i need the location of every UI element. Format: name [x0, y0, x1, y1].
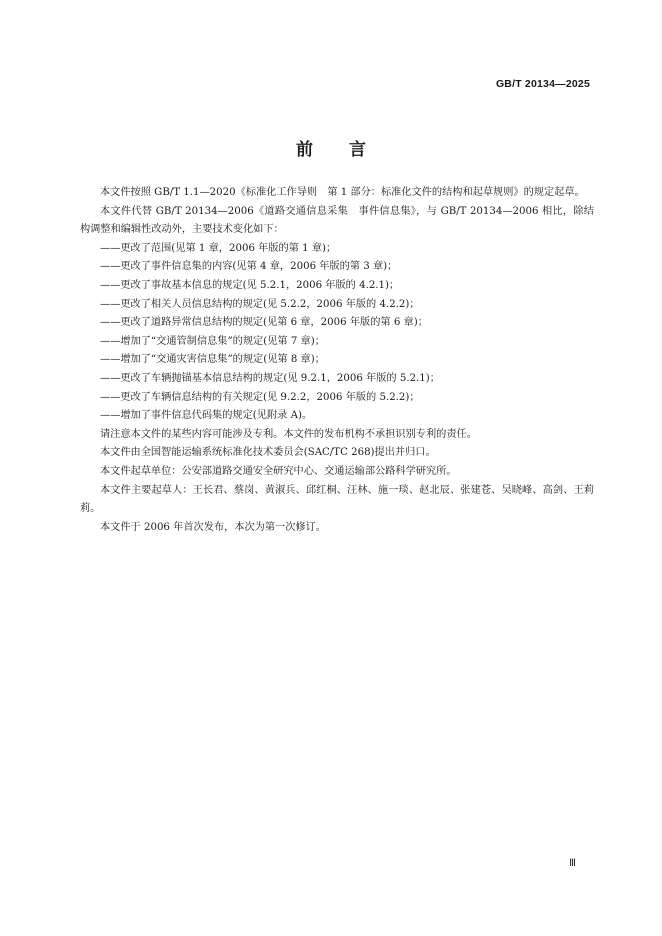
- change-item: ——更改了范围(见第 1 章，2006 年版的第 1 章)；: [100, 242, 337, 254]
- change-item: ——更改了车辆抛锚基本信息结构的规定(见 9.2.1，2006 年版的 5.2.1)；: [100, 372, 440, 384]
- change-item: ——更改了事故基本信息的规定(见 5.2.1，2006 年版的 4.2.1)；: [100, 279, 400, 291]
- change-item: ——增加了事件信息代码集的规定(见附录 A)。: [100, 410, 313, 422]
- paragraph: 本文件起草单位：公安部道路交通安全研究中心、交通运输部公路科学研究所。: [100, 465, 457, 477]
- change-item: ——增加了“交通管制信息集”的规定(见第 7 章)；: [100, 335, 325, 347]
- change-item: ——增加了“交通灾害信息集”的规定(见第 8 章)；: [100, 354, 325, 366]
- title-char: 言: [349, 140, 366, 160]
- paragraph: 请注意本文件的某些内容可能涉及专利。本文件的发布机构不承担识别专利的责任。: [100, 428, 477, 440]
- title-char: 前: [296, 140, 313, 160]
- paragraph: 本文件由全国智能运输系统标准化技术委员会(SAC/TC 268)提出并归口。: [100, 447, 436, 459]
- page-number: Ⅲ: [569, 858, 576, 869]
- paragraph: 本文件主要起草人：王长君、蔡岗、黄淑兵、邱红桐、汪林、施一琰、赵北辰、张建苍、吴晓峰、高剑、王莉莉。: [80, 484, 594, 515]
- change-item: ——更改了车辆信息结构的有关规定(见 9.2.2，2006 年版的 5.2.2)；: [100, 391, 420, 403]
- paragraph: 本文件于 2006 年首次发布，本次为第一次修订。: [100, 521, 326, 533]
- change-item: ——更改了事件信息集的内容(见第 4 章，2006 年版的第 3 章)；: [100, 261, 398, 273]
- paragraph: 本文件按照 GB/T 1.1—2020《标准化工作导则 第 1 部分：标准化文件的结构和起草规则》的规定起草。: [100, 187, 585, 198]
- change-list: [80, 240, 594, 426]
- foreword-body: [80, 184, 594, 537]
- standard-code: GB/T 20134—2025: [495, 78, 590, 90]
- change-item: ——更改了相关人员信息结构的规定(见 5.2.2，2006 年版的 4.2.2)；: [100, 298, 420, 310]
- page-title: [0, 135, 662, 160]
- change-item: ——更改了道路异常信息结构的规定(见第 6 章，2006 年版的第 6 章)；: [100, 317, 428, 329]
- paragraph: 本文件代替 GB/T 20134—2006《道路交通信息采集 事件信息集》，与 GB/T 20134—2006 相比，除结构调整和编辑性改动外，主要技术变化如下：: [80, 205, 594, 236]
